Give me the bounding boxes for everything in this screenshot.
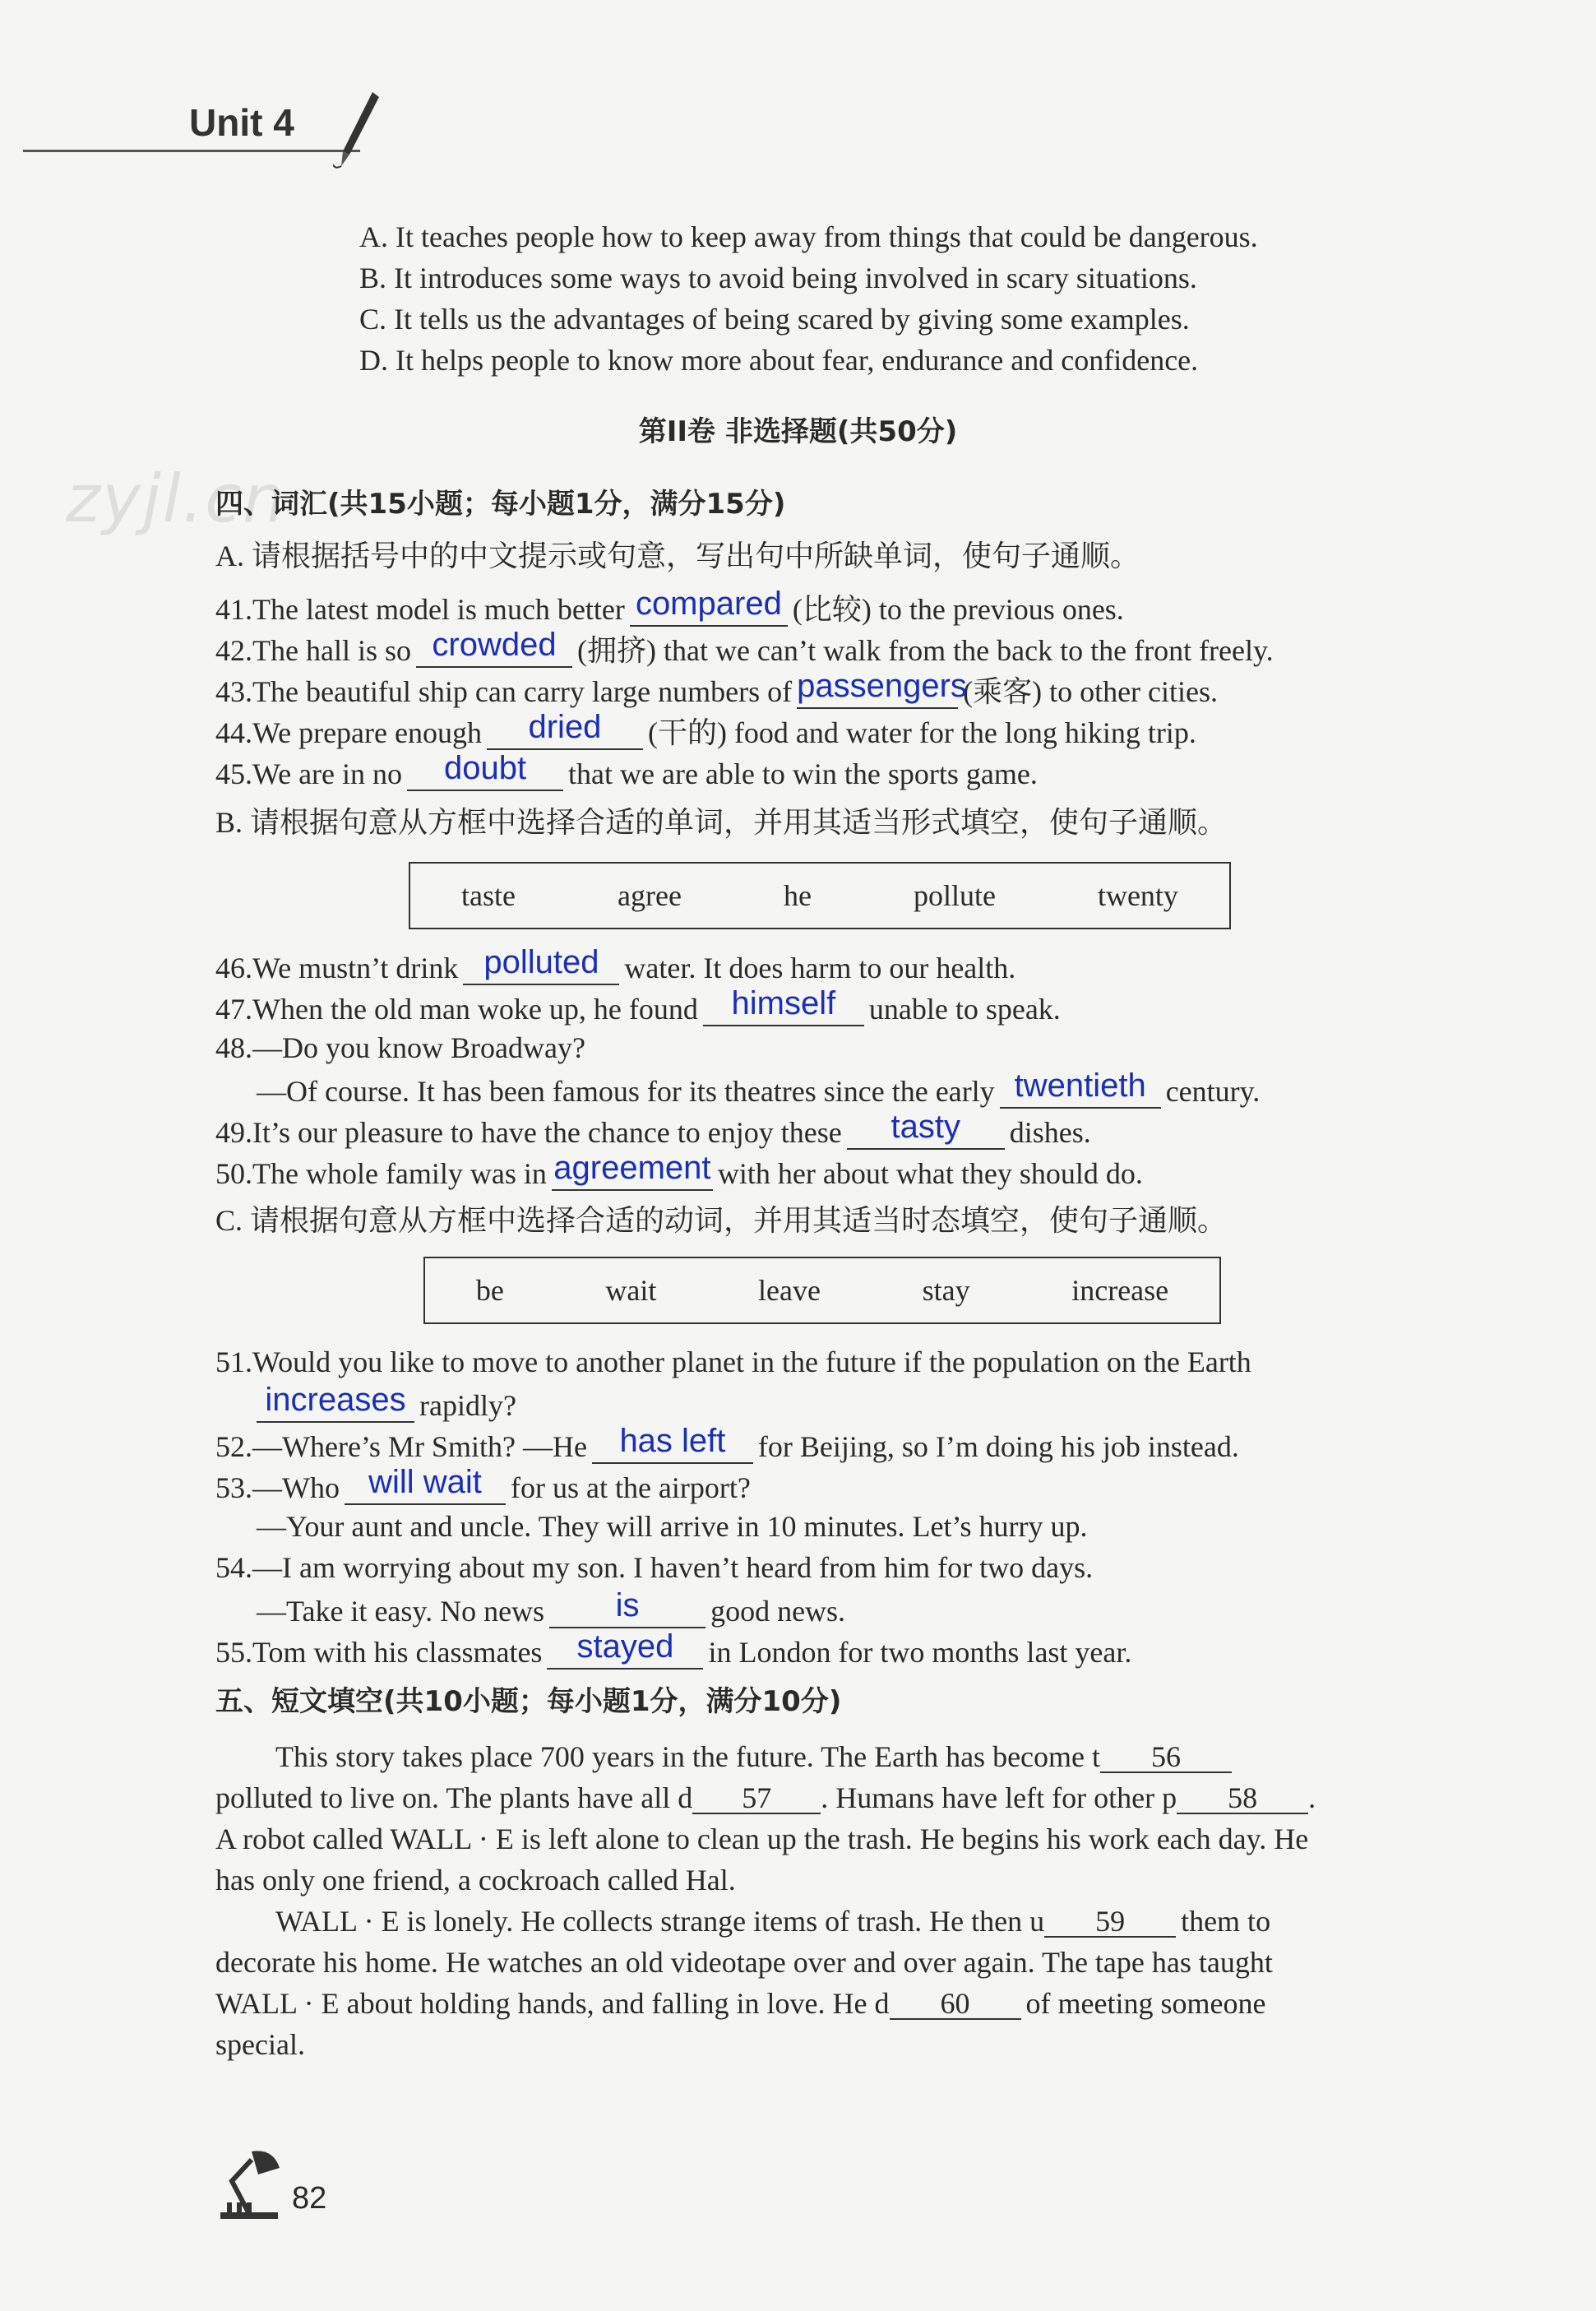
q42-post: (拥挤) that we can’t walk from the back to the front freely. <box>576 634 1274 667</box>
q51-question: 51.Would you like to move to another planet in the future if the population on the Earth <box>215 1345 1251 1378</box>
p2l1-text: WALL · E is lonely. He collects strange items of trash. He then u <box>275 1905 1045 1938</box>
q55-pre: 55.Tom with his classmates <box>215 1636 543 1669</box>
q55-post: in London for two months last year. <box>708 1636 1132 1669</box>
header-rule <box>23 150 360 152</box>
section4-title: 四、词汇(共15小题；每小题1分，满分15分) <box>215 488 786 521</box>
q47-post: unable to speak. <box>868 993 1061 1026</box>
word-box-b-item: twenty <box>1097 879 1178 912</box>
word-box-c-item: increase <box>1071 1274 1169 1307</box>
word-box-b-item: he <box>783 879 812 912</box>
q52-blank <box>592 1423 753 1464</box>
q42-answer: crowded <box>432 627 557 663</box>
q51-post: rapidly? <box>419 1389 516 1422</box>
p1l1-text: This story takes place 700 years in the future. The Earth has become t <box>275 1740 1101 1773</box>
blank-58 <box>1177 1783 1308 1814</box>
blank-58-number: 58 <box>1228 1781 1258 1814</box>
q54-question: 54.—I am worrying about my son. I haven’t heard from him for two days. <box>215 1551 1094 1584</box>
q47-pre: 47.When the old man woke up, he found <box>215 993 698 1026</box>
passage-p1-line4: has only one friend, a cockroach called Hal. <box>215 1864 736 1897</box>
q55-answer: stayed <box>576 1628 674 1665</box>
q44-post: (干的) food and water for the long hiking trip. <box>647 716 1196 749</box>
q50-pre: 50.The whole family was in <box>215 1157 547 1190</box>
q48-post: century. <box>1165 1075 1261 1108</box>
q47-blank <box>703 985 864 1026</box>
q41-pre: 41.The latest model is much better <box>215 593 625 626</box>
q45-answer: doubt <box>443 750 527 786</box>
blank-60 <box>890 1989 1021 2020</box>
q50-post: with her about what they should do. <box>717 1157 1143 1190</box>
q48-question: 48.—Do you know Broadway? <box>215 1031 585 1064</box>
passage-p2-line2: decorate his home. He watches an old videotape over and over again. The tape has taught <box>215 1946 1273 1979</box>
q53-question <box>215 1464 751 1505</box>
passage-p1-line2 <box>215 1783 1316 1814</box>
q53-pre: 53.—Who <box>215 1471 340 1504</box>
q52-post: for Beijing, so I’m doing his job instead. <box>757 1430 1239 1463</box>
q50-blank <box>552 1150 713 1191</box>
blank-59 <box>1044 1906 1176 1938</box>
section4-c-instructions: C. 请根据句意从方框中选择合适的动词，并用其适当时态填空，使句子通顺。 <box>215 1204 1228 1237</box>
q46-post: water. It does harm to our health. <box>624 952 1016 984</box>
q47 <box>215 985 1061 1026</box>
blank-59-number: 59 <box>1095 1905 1126 1938</box>
q44-blank <box>487 709 643 750</box>
word-box-b-item: pollute <box>913 879 996 912</box>
blank-56-number: 56 <box>1151 1740 1182 1773</box>
option-d: D. It helps people to know more about fear, endurance and confidence. <box>359 344 1199 377</box>
passage-p2-line4: special. <box>215 2028 305 2061</box>
q50 <box>215 1150 1143 1191</box>
word-box-c-item: leave <box>758 1274 821 1307</box>
word-box-c-item: stay <box>922 1274 970 1307</box>
q45-post: that we are able to win the sports game. <box>568 757 1038 790</box>
q54-answer: is <box>615 1587 640 1623</box>
q51-blank <box>257 1382 414 1423</box>
q48-answer-line <box>257 1068 1261 1109</box>
q45-pre: 45.We are in no <box>215 757 403 790</box>
q49-answer: tasty <box>891 1109 960 1145</box>
word-box-b-item: taste <box>461 879 516 912</box>
q52-answer: has left <box>619 1423 726 1459</box>
q41-answer: compared <box>635 586 782 622</box>
q46 <box>215 944 1016 985</box>
q44-answer: dried <box>528 709 602 745</box>
passage-p2-line3 <box>215 1989 1265 2020</box>
option-c: C. It tells us the advantages of being scared by giving some examples. <box>359 303 1190 336</box>
q43-blank <box>797 668 967 709</box>
word-box-b <box>409 862 1231 929</box>
q54-pre: —Take it easy. No news <box>257 1595 545 1628</box>
passage-p1-line3: A robot called WALL · E is left alone to clean up the trash. He begins his work each day. He <box>215 1822 1309 1855</box>
option-a: A. It teaches people how to keep away from things that could be dangerous. <box>359 220 1258 253</box>
part2-title: 第II卷 非选择题(共50分) <box>638 415 958 448</box>
q44-pre: 44.We prepare enough <box>215 716 482 749</box>
q49-pre: 49.It’s our pleasure to have the chance to enjoy these <box>215 1116 842 1149</box>
q55 <box>215 1628 1132 1670</box>
unit-title: Unit 4 <box>189 101 294 144</box>
q47-answer: himself <box>731 985 836 1021</box>
section4-a-instructions: A. 请根据括号中的中文提示或句意，写出句中所缺单词，使句子通顺。 <box>215 540 1140 572</box>
q46-answer: polluted <box>483 944 599 980</box>
q48-blank <box>1000 1068 1161 1109</box>
q45-blank <box>407 750 563 791</box>
q41-blank <box>630 586 788 627</box>
q41 <box>215 586 1124 627</box>
q50-answer: agreement <box>553 1150 711 1186</box>
q42 <box>215 627 1274 668</box>
q49-blank <box>847 1109 1005 1150</box>
word-box-c-item: be <box>475 1274 504 1307</box>
p2l3-text: WALL · E about holding hands, and falling in love. He d <box>215 1987 890 2020</box>
q44 <box>215 709 1196 750</box>
p1l2-text: polluted to live on. The plants have all d <box>215 1781 693 1814</box>
q51-answer-line <box>257 1382 516 1423</box>
q43-post: (乘客) to other cities. <box>963 675 1219 708</box>
blank-60-number: 60 <box>940 1987 970 2020</box>
q53-blank <box>345 1464 506 1505</box>
word-box-b-item: agree <box>618 879 682 912</box>
blank-57 <box>692 1783 821 1814</box>
word-box-c <box>423 1257 1221 1324</box>
page-number: 82 <box>292 2181 327 2216</box>
q43 <box>215 668 1219 709</box>
blank-56 <box>1100 1742 1232 1773</box>
q54-post: good news. <box>710 1595 846 1628</box>
blank-57-number: 57 <box>742 1781 772 1814</box>
q53-post: for us at the airport? <box>510 1471 751 1504</box>
q49-post: dishes. <box>1009 1116 1091 1149</box>
q52 <box>215 1423 1239 1464</box>
q46-pre: 46.We mustn’t drink <box>215 952 459 984</box>
q45 <box>215 750 1038 791</box>
word-box-c-item: wait <box>605 1274 657 1307</box>
desk-lamp-icon <box>215 2148 289 2222</box>
section4-b-instructions: B. 请根据句意从方框中选择合适的单词，并用其适当形式填空，使句子通顺。 <box>215 806 1228 839</box>
q42-blank <box>416 627 572 668</box>
q52-pre: 52.—Where’s Mr Smith? —He <box>215 1430 587 1463</box>
q46-blank <box>463 944 619 985</box>
q54-reply <box>257 1587 846 1628</box>
q41-post: (比较) to the previous ones. <box>792 593 1124 626</box>
q53-reply: —Your aunt and uncle. They will arrive in 10 minutes. Let’s hurry up. <box>257 1510 1088 1543</box>
p2l1-post: them to <box>1181 1905 1271 1938</box>
q54-blank <box>549 1587 705 1628</box>
q55-blank <box>547 1628 703 1670</box>
q48-answer: twentieth <box>1014 1068 1146 1104</box>
option-b: B. It introduces some ways to avoid being involved in scary situations. <box>359 262 1197 294</box>
p1l2-post: . <box>1308 1781 1316 1814</box>
q51-answer: increases <box>265 1382 406 1418</box>
section5-title: 五、短文填空(共10小题；每小题1分，满分10分) <box>215 1685 842 1718</box>
q42-pre: 42.The hall is so <box>215 634 411 667</box>
q43-answer: passengers <box>797 668 967 704</box>
q43-pre: 43.The beautiful ship can carry large numbers of <box>215 675 793 708</box>
watermark: zyjl.cn <box>66 461 286 537</box>
p1l2-mid: . Humans have left for other p <box>821 1781 1177 1814</box>
passage-p2-line1 <box>275 1906 1270 1938</box>
q53-answer: will wait <box>368 1464 482 1500</box>
pen-icon <box>333 89 382 171</box>
passage-p1-line1 <box>275 1742 1237 1773</box>
q49 <box>215 1109 1091 1150</box>
q48-pre: —Of course. It has been famous for its theatres since the early <box>257 1075 995 1108</box>
p2l3-post: of meeting someone <box>1025 1987 1266 2020</box>
